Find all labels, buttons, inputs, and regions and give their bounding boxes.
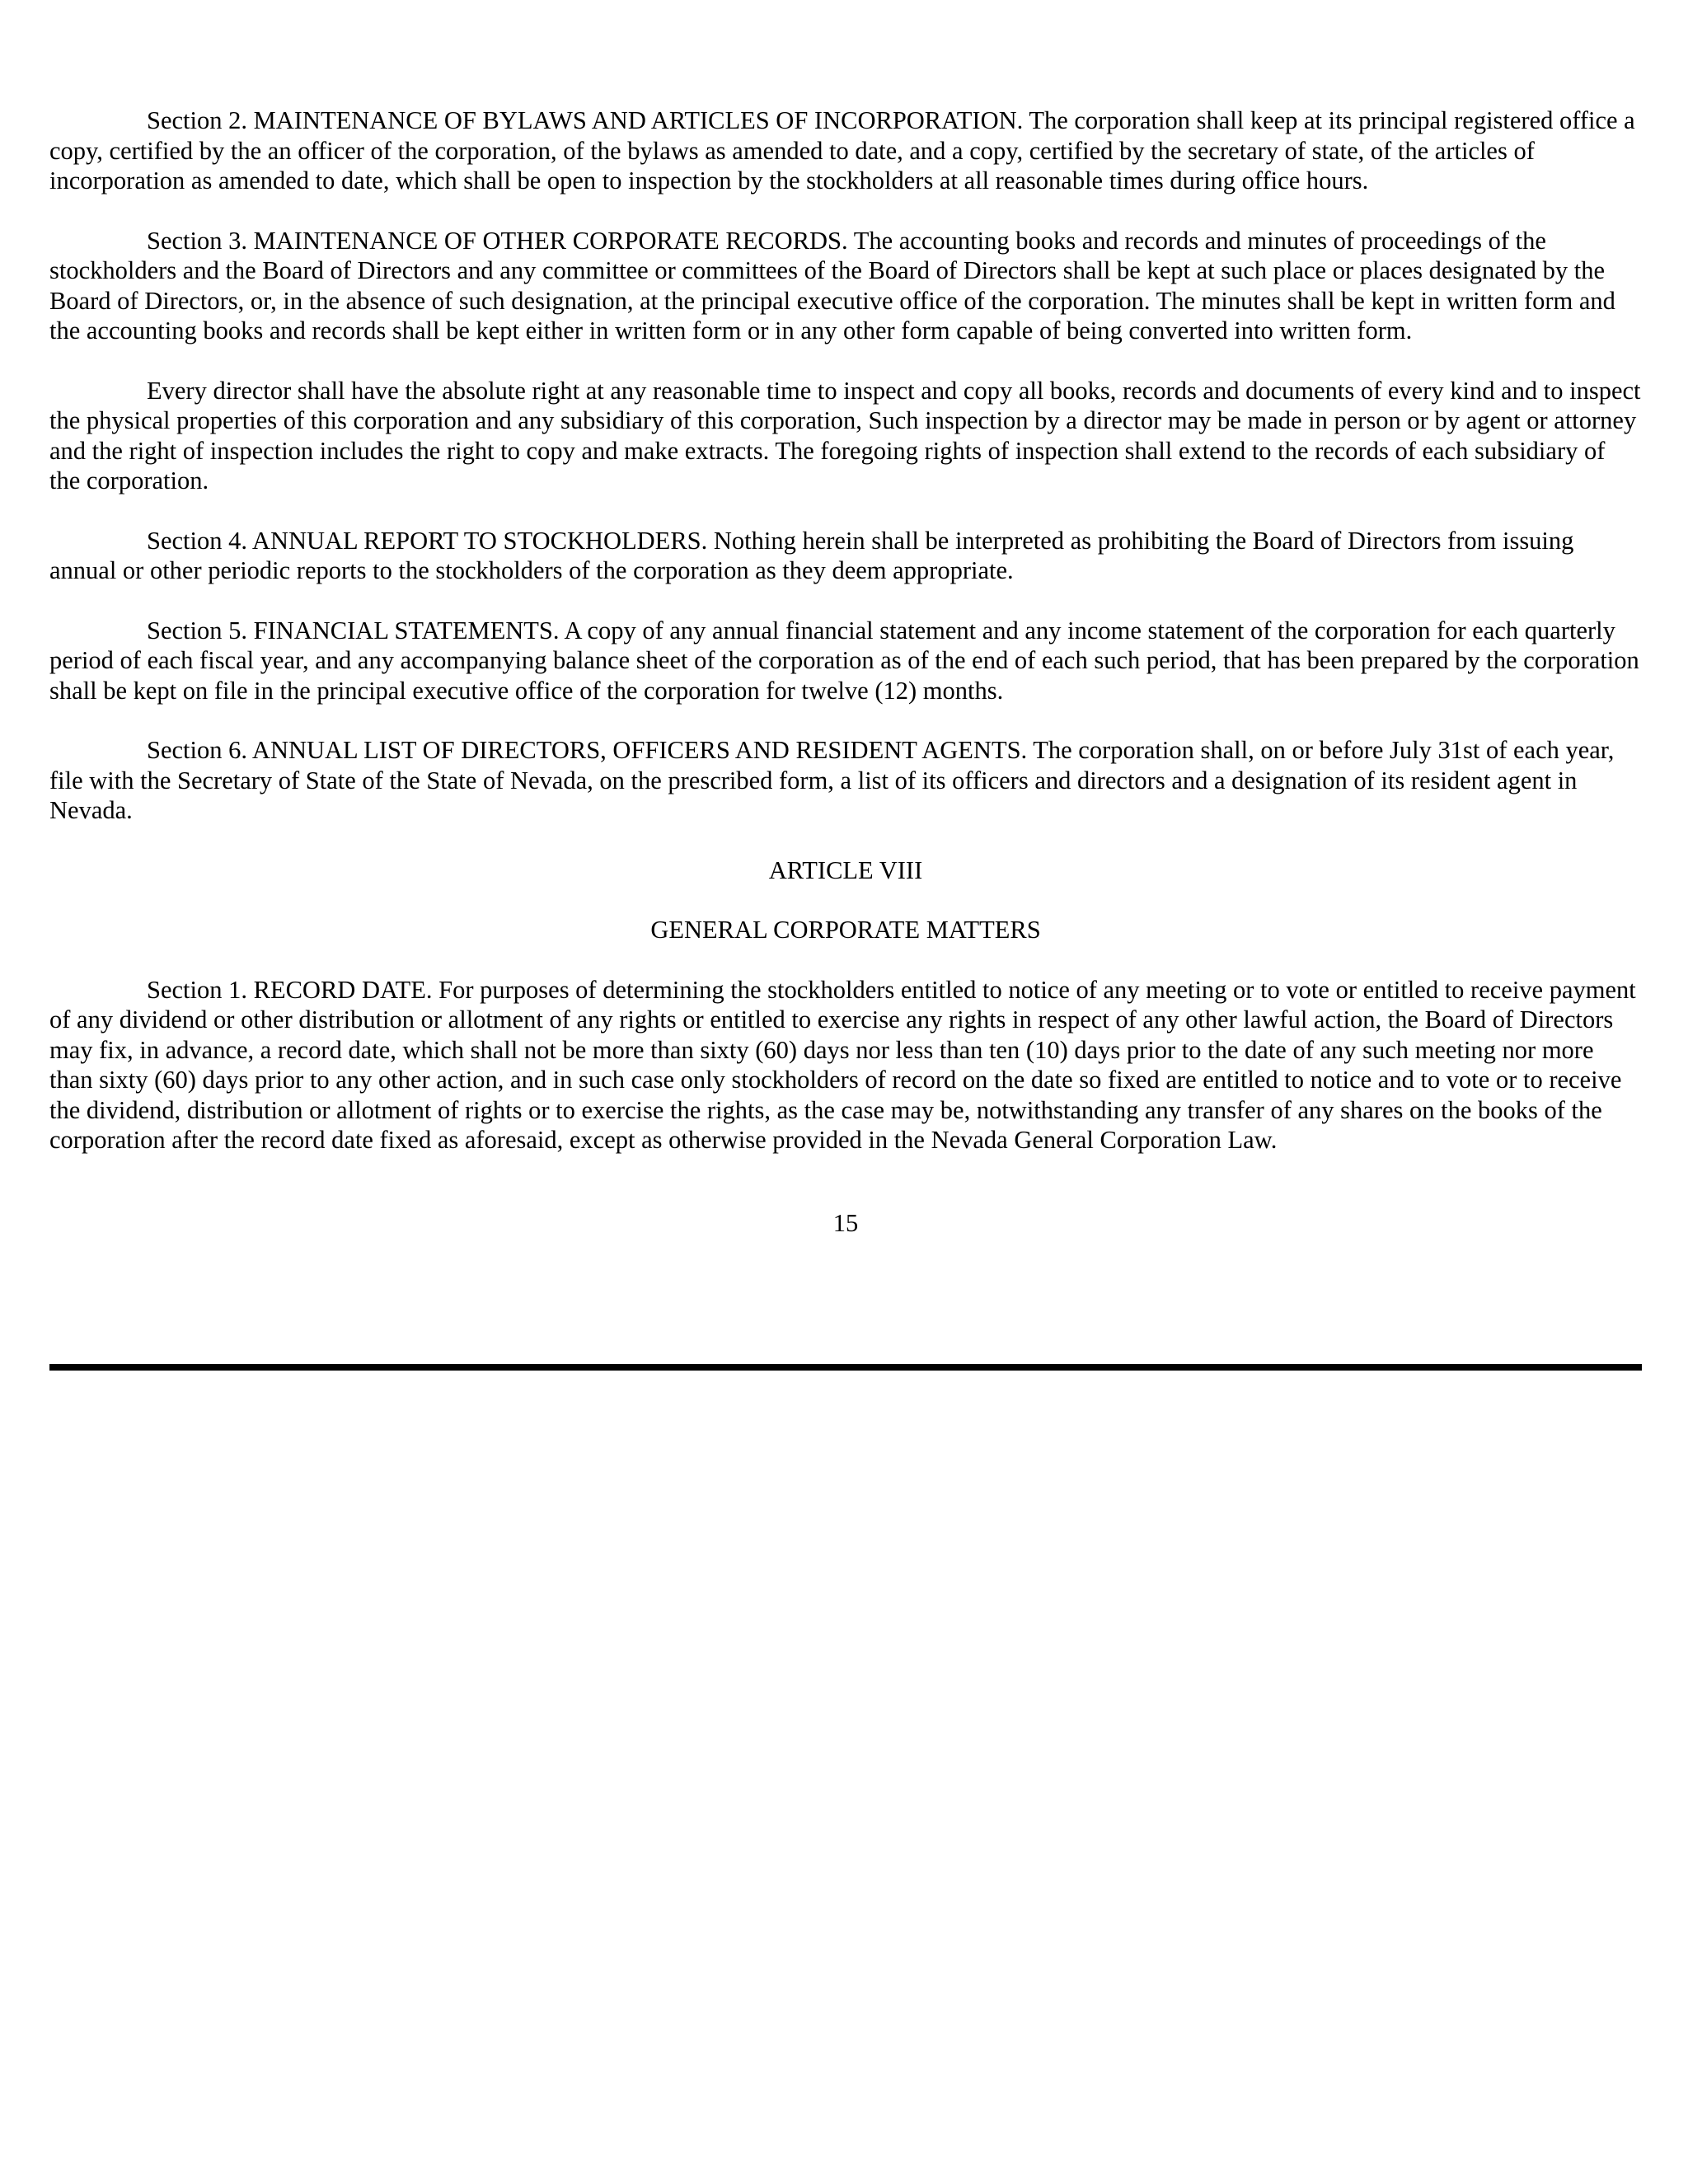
page-number: 15 (832, 1208, 859, 1237)
section-3-paragraph: Section 3. MAINTENANCE OF OTHER CORPORATE RECORDS. The accounting books and records and minutes of proceedings of the stockholders and the Board of Directors and any committee or committees of the Board of Directors shall be kept at such place or places designated by the Board of Directors, or, in the absence of such designation, at the principal executive office of the corporation. The minutes shall be kept in written form and the accounting books and records shall be kept either in written form or in any other form capable of being converted into written form. (49, 226, 1615, 344)
section-2-paragraph: Section 2. MAINTENANCE OF BYLAWS AND ARTICLES OF INCORPORATION. The corporation shall keep at its principal registered office a copy, certified by the an officer of the corporation, of the bylaws as amended to date, and a copy, certified by the secretary of state, of the articles of incorporation as amended to date, which shall be open to inspection by the stockholders at all reasonable times during office hours. (49, 106, 1635, 194)
article-title: GENERAL CORPORATE MATTERS (650, 916, 1041, 944)
article-heading: ARTICLE VIII (768, 855, 923, 884)
section-5-paragraph: Section 5. FINANCIAL STATEMENTS. A copy of any annual financial statement and any income statement of the corporation for each quarterly period of each fiscal year, and any accompanying balance sheet of the corporation as of the end of each such period, that has been prepared by the corporation shall be kept on file in the principal executive office of the corporation for twelve (12) months. (49, 616, 1639, 705)
record-date-paragraph: Section 1. RECORD DATE. For purposes of determining the stockholders entitled to notice of any meeting or to vote or entitled to receive payment of any dividend or other distribution or allotment of any rights or entitled to exercise any rights in respect of any other lawful action, the Board of Directors may fix, in advance, a record date, which shall not be more than sixty (60) days nor less than ten (10) days prior to the date of any such meeting nor more than sixty (60) days prior to any other action, and in such case only stockholders of record on the date so fixed are entitled to notice and to vote or to receive the dividend, distribution or allotment of rights or to exercise the rights, as the case may be, notwithstanding any transfer of any shares on the books of the corporation after the record date fixed as aforesaid, except as otherwise provided in the Nevada General Corporation Law. (49, 975, 1636, 1154)
director-inspection-paragraph: Every director shall have the absolute right at any reasonable time to inspect and copy all books, records and documents of every kind and to inspect the physical properties of this corporation and any subsidiary of this corporation, Such inspection by a director may be made in person or by agent or attorney and the right of inspection includes the right to copy and make extracts. The foregoing rights of inspection shall extend to the records of each subsidiary of the corporation. (49, 376, 1641, 494)
page-divider (49, 1364, 1642, 1371)
section-6-paragraph: Section 6. ANNUAL LIST OF DIRECTORS, OFFICERS AND RESIDENT AGENTS. The corporation shall, on or before July 31st of each year, file with the Secretary of State of the State of Nevada, on the prescribed form, a list of its officers and directors and a designation of its resident agent in Nevada. (49, 736, 1615, 824)
section-4-paragraph: Section 4. ANNUAL REPORT TO STOCKHOLDERS. Nothing herein shall be interpreted as prohibiting the Board of Directors from issuing annual or other periodic reports to the stockholders of the corporation as they deem appropriate. (49, 526, 1574, 584)
document-page (49, 105, 1642, 1238)
